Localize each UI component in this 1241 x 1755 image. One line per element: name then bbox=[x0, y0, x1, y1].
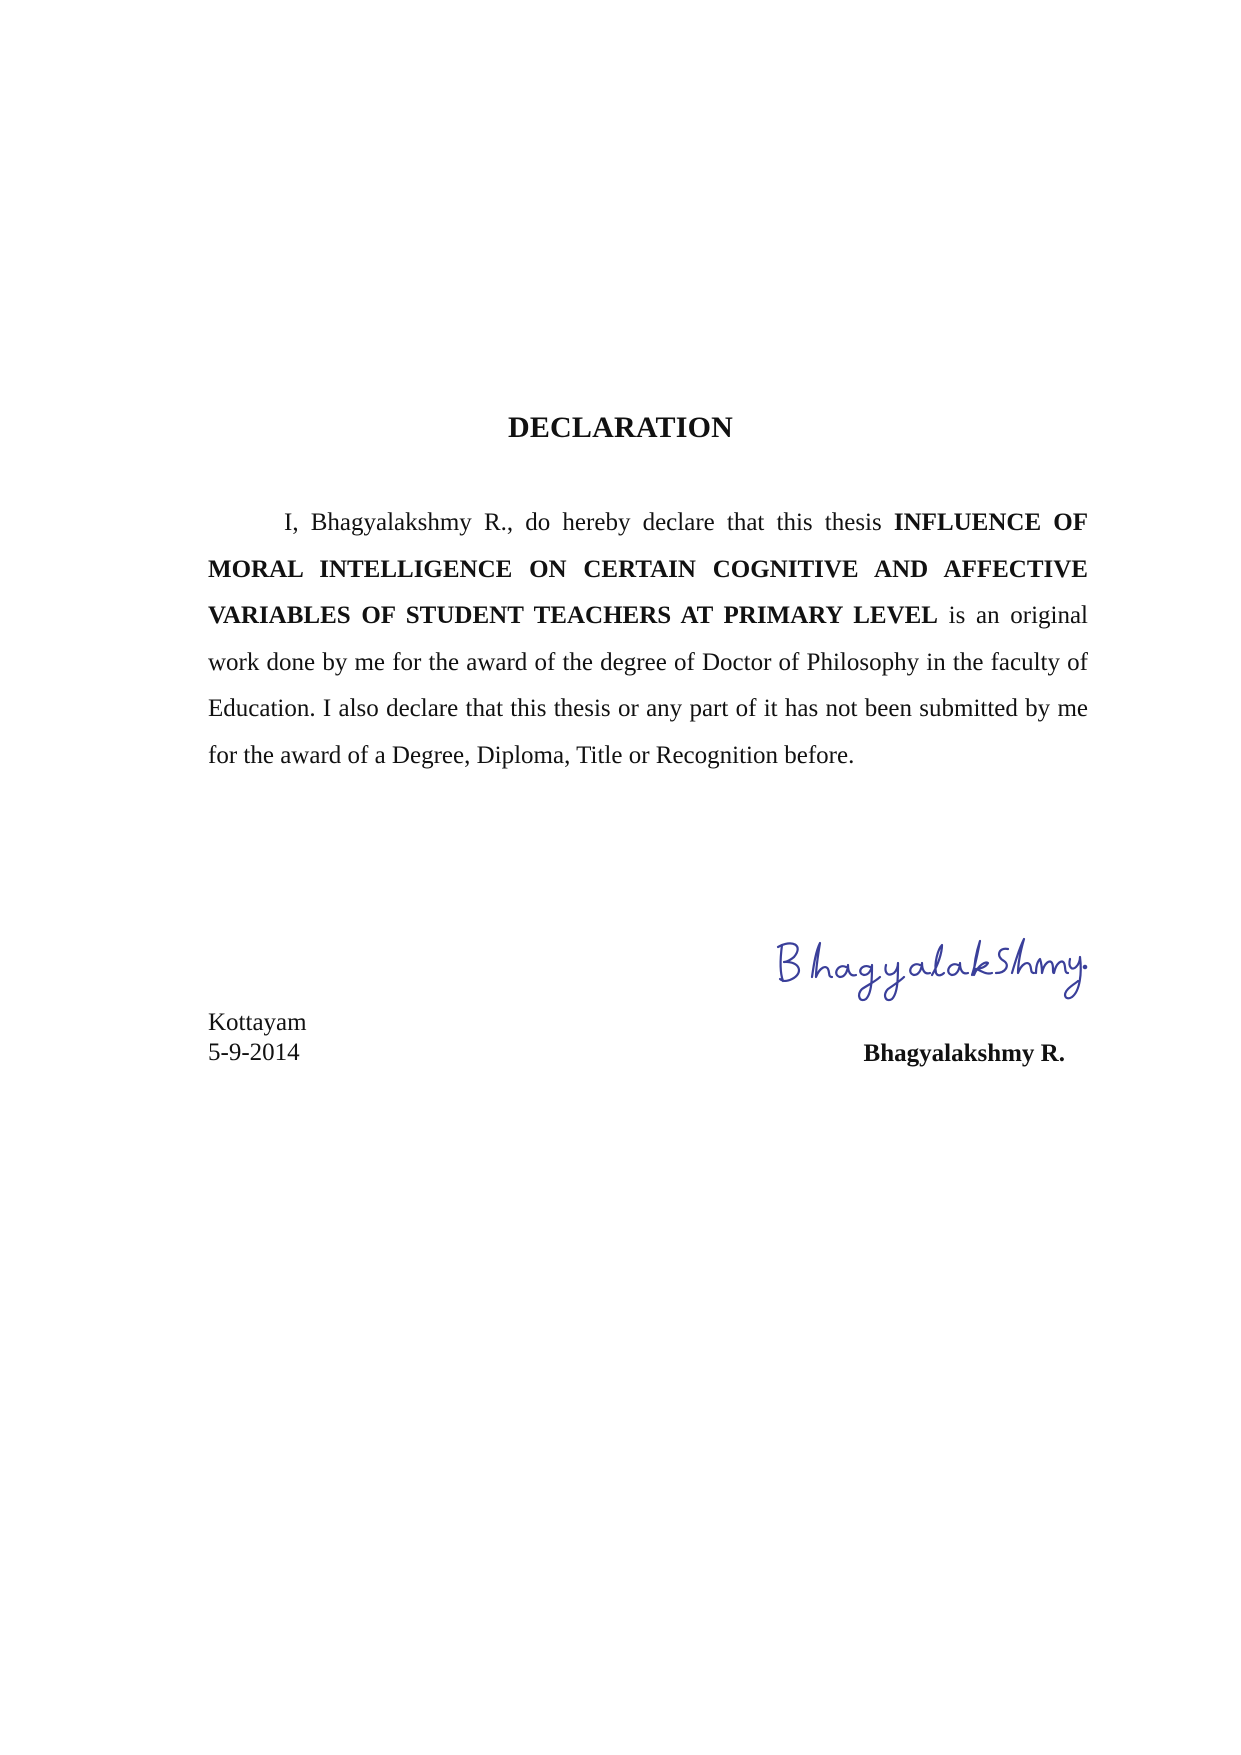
declaration-paragraph bbox=[208, 500, 1088, 779]
place-text: Kottayam bbox=[208, 1009, 307, 1036]
page-title: DECLARATION bbox=[507, 411, 733, 444]
declaration-intro: I, Bhagyalakshmy R., do hereby declare that this thesis bbox=[284, 509, 894, 536]
signatory-name: Bhagyalakshmy R. bbox=[863, 1040, 1065, 1067]
declaration-rest: is an original work done by me for the award of the degree of Doctor of Philosophy in the faculty of Education. I also declare that this thesis or any part of it has not been submitted by me for the award of a Degree, Diploma, Title or Recognition before. bbox=[208, 602, 1088, 769]
handwritten-signature bbox=[770, 915, 1090, 1010]
thesis-title: INFLUENCE OF MORAL INTELLIGENCE ON CERTAIN COGNITIVE AND AFFECTIVE VARIABLES OF STUDENT TEACHERS AT PRIMARY LEVEL bbox=[208, 509, 1088, 629]
date-text: 5-9-2014 bbox=[208, 1039, 300, 1066]
